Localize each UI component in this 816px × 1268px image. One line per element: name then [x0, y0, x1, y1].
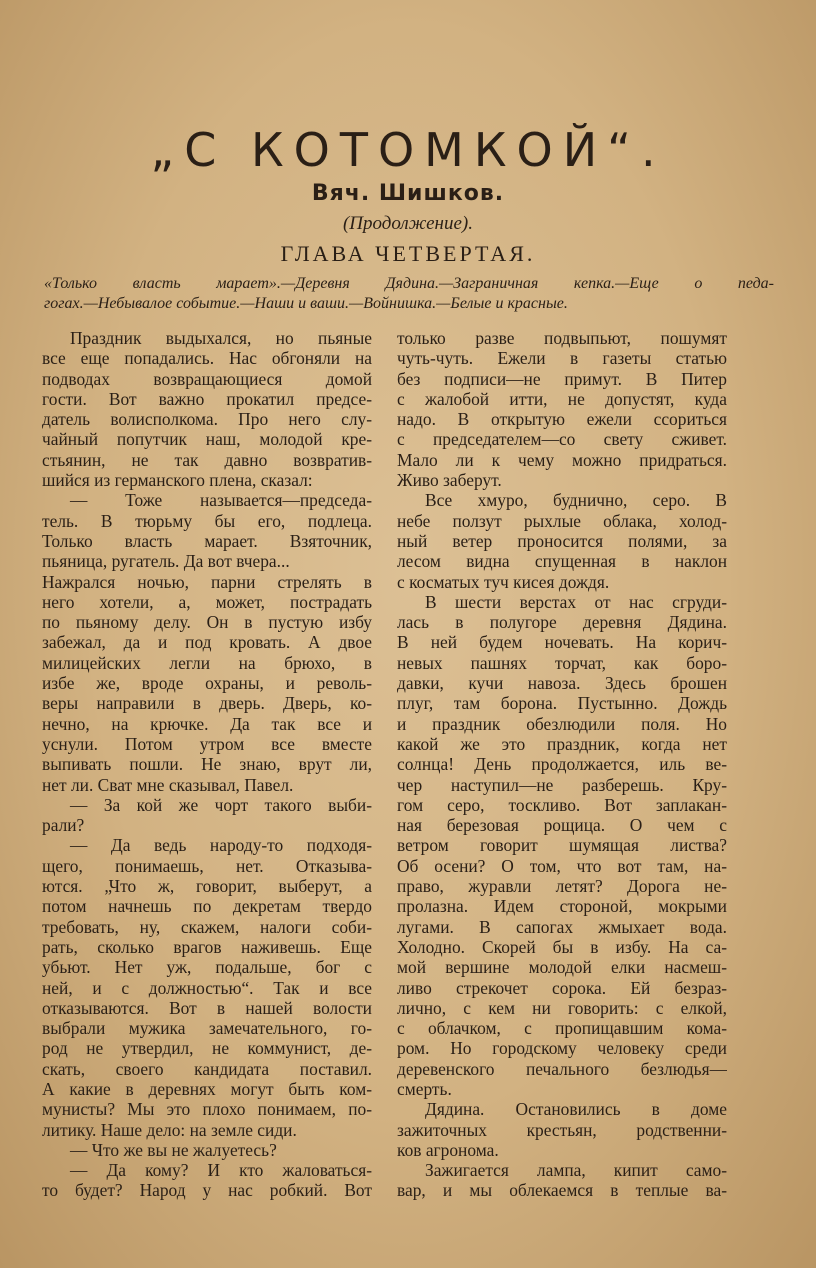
- text-line: лугами. В сапогах жмыхает вода.: [397, 916, 727, 937]
- text-line: плуг, там борона. Пустынно. Дождь: [397, 693, 727, 714]
- text-line: Мало ли к чему можно придраться.: [397, 449, 727, 470]
- text-line: зажиточных крестьян, родственни-: [397, 1119, 727, 1140]
- text-line: него хотели, а, может, пострадать: [42, 591, 372, 612]
- text-line: нечно, на крючке. Да так все и: [42, 713, 372, 734]
- text-line: — Тоже называется—председа-: [70, 490, 372, 511]
- text-line: мой вершине молодой елки насмеш-: [397, 957, 727, 978]
- text-line: ков агронома.: [397, 1139, 499, 1160]
- text-line: Дядина. Остановились в доме: [425, 1099, 727, 1120]
- text-line: чуть-чуть. Ежели в газеты статью: [397, 348, 727, 369]
- text-line: то будет? Народ у нас робкий. Вот: [42, 1180, 372, 1201]
- text-line: лась в полугоре деревня Дядина.: [397, 612, 727, 633]
- text-line: отказываются. Вот в нашей волости: [42, 997, 372, 1018]
- text-line: — Что же вы не жалуетесь?: [70, 1139, 277, 1160]
- text-line: ливо стрекочет сорока. Ей безраз-: [397, 977, 727, 998]
- text-line: по пьяному делу. Он в пустую избу: [42, 612, 372, 633]
- text-line: солнца! День продолжается, иль ве-: [397, 754, 727, 775]
- text-line: подводах возвращающиеся домой: [42, 368, 372, 389]
- text-line: Живо заберут.: [397, 470, 502, 491]
- text-line: веры направили в дверь. Дверь, ко-: [42, 693, 372, 714]
- text-line: А какие в деревнях могут быть ком-: [42, 1078, 372, 1099]
- text-line: милицейских легли на брюхо, в: [42, 652, 372, 673]
- text-line: Только власть марает. Взяточник,: [42, 530, 372, 551]
- text-line: литику. Наше дело: на земле сиди.: [42, 1119, 297, 1140]
- left-text-column: [42, 328, 372, 1201]
- text-line: невых пашнях торчат, как боро-: [397, 652, 727, 673]
- text-line: мунисты? Мы это плохо понимаем, по-: [42, 1099, 372, 1120]
- text-line: тель. В тюрьму бы его, подлеца.: [42, 510, 372, 531]
- text-line: скать, своего кандидата поставил.: [42, 1058, 372, 1079]
- text-line: гости. Вот важно прокатил предсе-: [42, 388, 372, 409]
- text-line: избе же, вроде охраны, и револь-: [42, 673, 372, 694]
- text-line: смерть.: [397, 1078, 452, 1099]
- text-line: лично, с кем ни говорить: с елкой,: [397, 997, 727, 1018]
- text-line: лесом видна спущенная в наклон: [397, 551, 727, 572]
- text-line: рать, сколько врагов наживешь. Еще: [42, 936, 372, 957]
- text-line: право, журавли летят? Дорога не-: [397, 876, 727, 897]
- text-line: гом серо, тоскливо. Вот заплакан-: [397, 794, 727, 815]
- text-line: ются. „Что ж, говорит, выберут, а: [42, 876, 372, 897]
- text-line: рали?: [42, 815, 85, 836]
- text-line: требовать, ну, скажем, налоги соби-: [42, 916, 372, 937]
- text-line: Об осени? О том, что вот там, на-: [397, 855, 727, 876]
- text-line: — Да кому? И кто жаловаться-: [70, 1160, 372, 1181]
- author-name: Вяч. Шишков.: [311, 181, 505, 206]
- text-line: — Да ведь народу-то подходя-: [70, 835, 372, 856]
- text-line: чайный попутчик наш, молодой кре-: [42, 429, 372, 450]
- text-line: выбрали мужика замечательного, го-: [42, 1018, 372, 1039]
- continuation-note: (Продолжение).: [342, 213, 473, 234]
- text-line: ветром говорит шумящая листва?: [397, 835, 727, 856]
- text-line: Все хмуро, буднично, серо. В: [425, 490, 727, 511]
- chapter-heading: ГЛАВА ЧЕТВЕРТАЯ.: [280, 241, 536, 266]
- text-line: и праздник обезлюдили поля. Но: [397, 713, 727, 734]
- text-line: все еще попадались. Нас обгоняли на: [42, 348, 372, 369]
- text-line: потом начнешь по декретам твердо: [42, 896, 372, 917]
- text-line: уснули. Потом утром все вместе: [42, 733, 372, 754]
- text-line: Нажрался ночью, парни стрелять в: [42, 571, 372, 592]
- text-line: нет ли. Сват мне сказывал, Павел.: [42, 774, 294, 795]
- summary-line: «Только власть марает».—Деревня Дядина.—Заграничная кепка.—Еще о педа-: [44, 275, 774, 292]
- text-line: Холодно. Скорей бы в избу. На са-: [397, 936, 727, 957]
- text-line: род не утвердил, не коммунист, де-: [42, 1038, 372, 1059]
- chapter-summary: [44, 272, 774, 313]
- text-line: вар, и мы облекаемся в теплые ва-: [397, 1180, 727, 1201]
- text-line: с облачком, с пропищавшим кома-: [397, 1018, 727, 1039]
- text-line: пролазна. Идем стороной, мокрыми: [397, 896, 727, 917]
- text-line: стьянин, не так давно возвратив-: [42, 449, 372, 470]
- text-line: убьют. Нет уж, подальше, бог с: [42, 957, 372, 978]
- text-line: шийся из германского плена, сказал:: [42, 470, 313, 491]
- text-line: без подписи—не примут. В Питер: [397, 368, 727, 389]
- text-line: только разве подвыпьют, пошумят: [397, 328, 727, 348]
- article-title: „С КОТОМКОЙ“.: [150, 123, 666, 177]
- text-line: датель волисполкома. Про него слу-: [42, 409, 372, 430]
- text-line: ная березовая рощица. О чем с: [397, 815, 727, 836]
- text-line: ней, и с должностью“. Так и все: [42, 977, 372, 998]
- text-line: щего, понимаешь, нет. Отказыва-: [42, 855, 372, 876]
- text-line: ром. Но городскому человеку среди: [397, 1038, 727, 1059]
- text-line: какой же это праздник, когда нет: [397, 733, 727, 754]
- text-line: Праздник выдыхался, но пьяные: [70, 328, 372, 348]
- text-line: давки, кучи навоза. Здесь брошен: [397, 673, 727, 694]
- text-line: Зажигается лампа, кипит само-: [425, 1160, 727, 1181]
- text-line: чер наступил—не разберешь. Кру-: [397, 774, 727, 795]
- text-line: небе ползут рыхлые облака, холод-: [397, 510, 727, 531]
- text-line: деревенского печального безлюдья—: [397, 1058, 727, 1079]
- text-line: забежал, да и под кровать. А двое: [42, 632, 372, 653]
- text-line: надо. В открытую ежели ссориться: [397, 409, 727, 430]
- text-line: В шести верстах от нас сгруди-: [425, 591, 727, 612]
- right-text-column: [397, 328, 727, 1201]
- text-line: с председателем—со свету сживет.: [397, 429, 727, 450]
- text-line: пьяница, ругатель. Да вот вчера...: [42, 551, 290, 572]
- text-line: ный ветер проносится полями, за: [397, 530, 727, 551]
- text-line: выпивать пошли. Не знаю, врут ли,: [42, 754, 372, 775]
- text-line: — За кой же чорт такого выби-: [70, 794, 372, 815]
- summary-line: гогах.—Небывалое событие.—Наши и ваши.—Войнишка.—Белые и красные.: [44, 295, 568, 313]
- text-line: с косматых туч кисея дождя.: [397, 571, 610, 592]
- text-line: с жалобой итти, не допустят, куда: [397, 388, 727, 409]
- text-line: В ней будем ночевать. На корич-: [397, 632, 727, 653]
